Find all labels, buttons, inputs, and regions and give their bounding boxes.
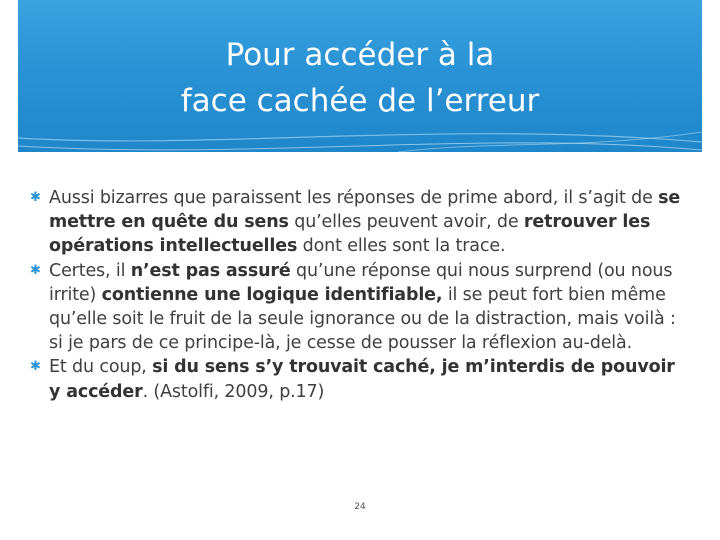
bullet-3-text: Et du coup, — [49, 357, 153, 378]
bullet-2-text-3: il se peut fort bien même qu’elle soit le fruit de la seule ignorance ou de la distraction, mais voilà : si je pars de ce principe-là, je cesse de pousser la réflexion au-delà. — [49, 284, 676, 354]
bullet-2-bold: n’est pas assuré — [130, 260, 291, 281]
slide-title — [18, 32, 702, 124]
bullet-3-text-2: . (Astolfi, 2009, p.17) — [142, 381, 325, 402]
slide-title-line-1: Pour accéder à la — [225, 37, 495, 73]
asterisk-icon: ✱ — [30, 190, 41, 205]
bullet-1-text-3: dont elles sont la trace. — [297, 236, 506, 257]
bullet-1-text-2: qu’elles peuvent avoir, de — [288, 212, 524, 233]
bullet-item-3 — [30, 355, 690, 403]
bullet-1-bold-2: retrouver les opérations intellectuelles — [49, 212, 651, 257]
asterisk-icon: ✱ — [30, 359, 41, 375]
bullet-1-text: Aussi bizarres que paraissent les réponses de prime abord, il s’agit de — [49, 188, 659, 208]
page-number: 24 — [354, 502, 366, 512]
bullet-item-2 — [30, 259, 690, 356]
bullet-1-bold: se mettre en quête du sens — [49, 188, 681, 233]
asterisk-icon: ✱ — [30, 262, 41, 278]
bullet-item-1 — [30, 186, 690, 259]
bullet-3-bold: si du sens s’y trouvait caché, je m’interdis de pouvoir y accéder — [49, 357, 675, 402]
slide-title-line-2: face cachée de l’erreur — [180, 83, 540, 119]
bullet-2-bold-2: contienne une logique identifiable, — [101, 284, 443, 305]
title-banner — [18, 0, 702, 152]
bullet-2-text: Certes, il — [49, 260, 131, 281]
bullet-list — [30, 186, 690, 404]
bullet-2-text-2: qu’une réponse qui nous surprend (ou nous irrite) — [49, 260, 673, 305]
